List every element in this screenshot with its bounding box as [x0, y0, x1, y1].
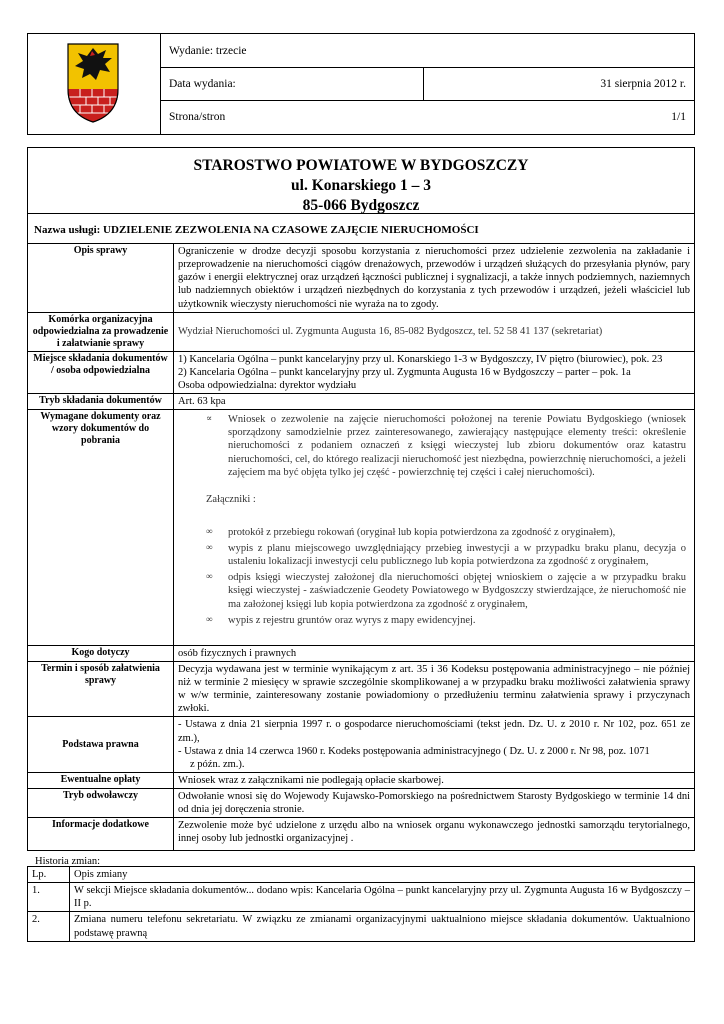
- podstawa-line-3: z późn. zm.).: [190, 758, 245, 770]
- office-street: ul. Konarskiego 1 – 3: [291, 177, 431, 194]
- row-opis: [28, 244, 695, 313]
- podstawa-line-2: - Ustawa z dnia 14 czerwca 1960 r. Kodeks postępowania administracyjnego ( Dz. U. z 2000 r. Nr 98, poz. 1071: [178, 745, 650, 757]
- miejsce-label: Miejsce składania dokumentów / osoba odpowiedzialna: [28, 351, 174, 393]
- wymagane-label: Wymagane dokumenty oraz wzory dokumentów do pobrania: [28, 410, 174, 646]
- date-value: 31 sierpnia 2012 r.: [600, 78, 686, 90]
- komorka-value: Wydział Nieruchomości ul. Zygmunta Augusta 16, 85-082 Bydgoszcz, tel. 52 58 41 137 (sekretariat): [174, 312, 695, 351]
- table-row: [28, 883, 695, 912]
- podstawa-label: Podstawa prawna: [28, 717, 174, 773]
- document-header: [27, 33, 695, 135]
- page-label: Strona/stron: [169, 111, 226, 123]
- edition-row: [161, 34, 694, 68]
- tryb-value: Art. 63 kpa: [174, 394, 695, 410]
- history-col-lp: Lp.: [28, 867, 70, 883]
- row-komorka: [28, 312, 695, 351]
- history-desc: Zmiana numeru telefonu sekretariatu. W związku ze zmianami organizacyjnymi uaktualniono miejsce składania dokumentów. Uaktualniono podstawę prawną: [70, 912, 695, 941]
- zalacznik-item: [178, 542, 686, 568]
- zalacznik-bullet: ∞: [206, 525, 213, 536]
- zalaczniki-label: Załączniki :: [206, 493, 256, 505]
- office-name: STAROSTWO POWIATOWE W BYDGOSZCZY: [193, 157, 529, 174]
- zalacznik-bullet: ∞: [206, 571, 213, 582]
- row-wymagane: [28, 410, 695, 646]
- row-miejsce: [28, 351, 695, 393]
- zalacznik-item: [178, 526, 686, 539]
- history-desc: W sekcji Miejsce składania dokumentów... dodano wpis: Kancelaria Ogólna – punkt kancelaryjny przy ul. Zygmunta Augusta 16 w Bydgoszczy – II p.: [70, 883, 695, 912]
- row-podstawa: [28, 717, 695, 773]
- zalacznik-item: [178, 614, 686, 627]
- history-lp: 1.: [28, 883, 70, 912]
- coat-of-arms-icon: [28, 34, 160, 134]
- row-informacje: [28, 818, 695, 851]
- row-oplaty: [28, 772, 695, 788]
- coat-of-arms-cell: [28, 34, 161, 134]
- zalacznik-text: wypis z rejestru gruntów oraz wyrys z mapy ewidencyjnej.: [228, 614, 476, 626]
- history-col-desc: Opis zmiany: [70, 867, 695, 883]
- history-lp: 2.: [28, 912, 70, 941]
- kogo-value: osób fizycznych i prawnych: [174, 645, 695, 661]
- wniosek-bullet: ∝: [206, 413, 213, 424]
- history-header-row: [28, 867, 695, 883]
- table-row: [28, 912, 695, 941]
- edition-label: Wydanie: trzecie: [169, 45, 247, 57]
- miejsce-line-2: 2) Kancelaria Ogólna – punkt kancelaryjny przy ul. Zygmunta Augusta 16 w Bydgoszczy – parter – pok. 1a: [178, 366, 631, 378]
- row-tryb: [28, 394, 695, 410]
- podstawa-line-1: - Ustawa z dnia 21 sierpnia 1997 r. o gospodarce nieruchomościami (tekst jedn. Dz. U. z 2010 r. Nr 102, poz. 651 ze zm.),: [178, 719, 690, 744]
- miejsce-line-3: Osoba odpowiedzialna: dyrektor wydziału: [178, 379, 357, 391]
- page-row: [161, 100, 694, 134]
- informacje-label: Informacje dodatkowe: [28, 818, 174, 851]
- office-city: 85-066 Bydgoszcz: [302, 197, 420, 214]
- komorka-label: Komórka organizacyjna odpowiedzialna za prowadzenie i załatwianie sprawy: [28, 312, 174, 351]
- office-title: [27, 147, 695, 214]
- informacje-value: Zezwolenie może być udzielone z urzędu albo na wniosek organu wykonawczego jednostki samorządu terytorialnego, innej osoby lub jednostki organizacyjnej .: [174, 818, 695, 851]
- kogo-label: Kogo dotyczy: [28, 645, 174, 661]
- oplaty-value: Wniosek wraz z załącznikami nie podlegają opłacie skarbowej.: [174, 772, 695, 788]
- zalacznik-text: odpis księgi wieczystej założonej dla nieruchomości objętej wnioskiem o zajęcie a w przypadku braku księgi wieczystej - zaświadczenie Geodety Powiatowego w Bydgoszczy stwierdzające, że nieruchomość nie ma założonej księgi lub kopia potwierdzona za zgodność z oryginałem,: [228, 572, 686, 610]
- podstawa-value: [174, 717, 695, 773]
- odwolawczy-value: Odwołanie wnosi się do Wojewody Kujawsko-Pomorskiego na pośrednictwem Starosty Bydgoskiego w terminie 14 dni od dnia jej doręczenia stronie.: [174, 789, 695, 818]
- zalacznik-text: wypis z planu miejscowego uwzględniający przebieg inwestycji a w przypadku braku planu, decyzja o ustaleniu lokalizacji inwestycji celu publicznego lub kopia potwierdzona za zgodność z oryginałem,: [228, 543, 686, 568]
- service-name: Nazwa usługi: UDZIELENIE ZEZWOLENIA NA CZASOWE ZAJĘCIE NIERUCHOMOŚCI: [34, 224, 479, 236]
- service-details-table: [27, 243, 695, 851]
- wniosek-text: Wniosek o zezwolenie na zajęcie nieruchomości położonej na terenie Powiatu Bydgoskiego (wniosek sporządzony samodzielnie przez zainteresowanego, zawierający następujące elementy treści: określenie nieruchomości z podaniem oznaczeń z księgi wieczystej lub zbioru dokumentów oraz katastru nieruchomości, cel, do którego realizacji nieruchomość jest niezbędna, powierzchnię nieruchomości, a jeżeli zajęciem ma być objęta tylko jej część - powierzchnię tej części i całej nieruchomości).: [228, 414, 686, 478]
- row-odwolawczy: [28, 789, 695, 818]
- wniosek-item: [178, 413, 686, 479]
- wymagane-value: [174, 410, 695, 646]
- date-label: Data wydania:: [169, 78, 236, 90]
- history-label: Historia zmian:: [35, 856, 101, 867]
- zalacznik-text: protokół z przebiegu rokowań (oryginał lub kopia potwierdzona za zgodność z oryginałem),: [228, 526, 616, 538]
- termin-label: Termin i sposób załatwienia sprawy: [28, 661, 174, 717]
- oplaty-label: Ewentualne opłaty: [28, 772, 174, 788]
- service-name-bar: [27, 213, 695, 244]
- opis-label: Opis sprawy: [28, 244, 174, 313]
- zalacznik-bullet: ∞: [206, 542, 213, 552]
- page-value: 1/1: [671, 111, 686, 123]
- tryb-label: Tryb składania dokumentów: [28, 394, 174, 410]
- history-table: [27, 866, 695, 942]
- zalacznik-item: [178, 571, 686, 610]
- miejsce-value: [174, 351, 695, 393]
- termin-value: Decyzja wydawana jest w terminie wynikającym z art. 35 i 36 Kodeksu postępowania administracyjnego – nie później niż w terminie 2 miesięcy w sprawie szczególnie skomplikowanej a w przypadku braku możliwości załatwienia sprawy w w/w terminie, zainteresowany zostanie powiadomiony o przedłużeniu terminu załatwienia sprawy i przyczynach zwłoki.: [174, 661, 695, 717]
- miejsce-line-1: 1) Kancelaria Ogólna – punkt kancelaryjny przy ul. Konarskiego 1-3 w Bydgoszczy, IV piętro (biurowiec), pok. 23: [178, 353, 663, 365]
- odwolawczy-label: Tryb odwoławczy: [28, 789, 174, 818]
- opis-value: Ograniczenie w drodze decyzji sposobu korzystania z nieruchomości przez udzielenie zezwolenia na zakładanie i przeprowadzenie na nieruchomości ciągów drenażowych, przewodów i urządzeń służących do przesyłania płynów, pary gazów i energii elektrycznej oraz urządzeń łączności publicznej i sygnalizacji, a także innych podziemnych, naziemnych lub nadziemnych obiektów i urządzeń niezbędnych do korzystania z tych przewodów i urządzeń, jeżeli właściciel lub użytkownik wieczysty nieruchomości nie wyraża na to zgody.: [174, 244, 695, 313]
- zalacznik-bullet: ∞: [206, 613, 213, 624]
- row-termin: [28, 661, 695, 717]
- row-kogo: [28, 645, 695, 661]
- date-row: [161, 67, 694, 101]
